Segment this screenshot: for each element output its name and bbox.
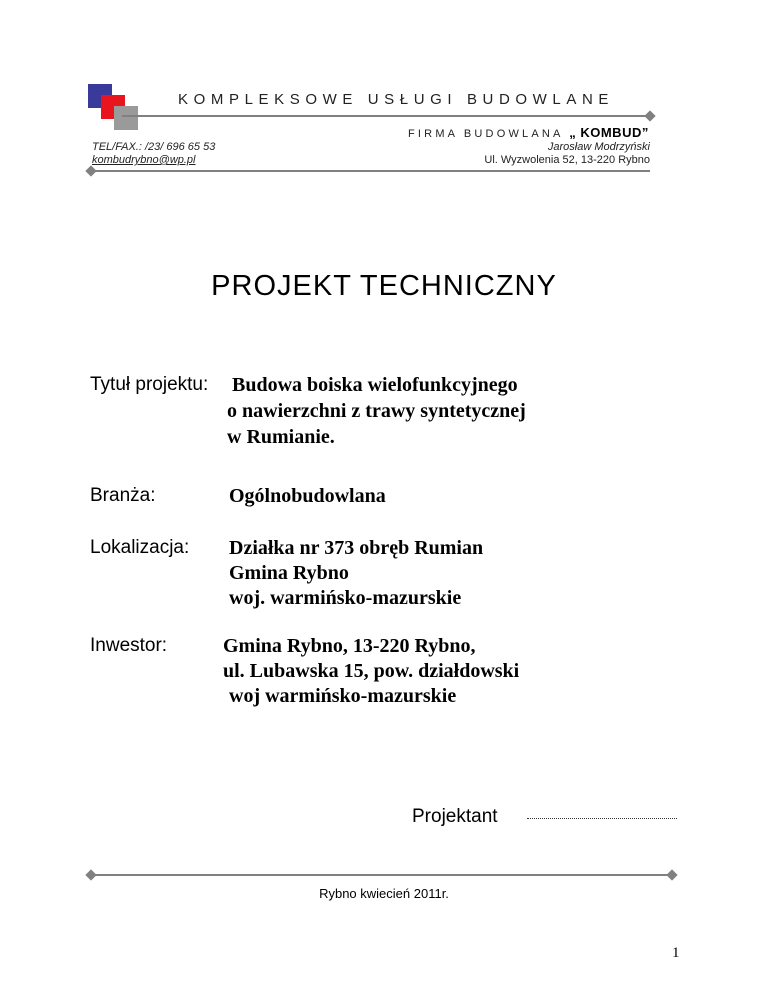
investor-line-2: ul. Lubawska 15, pow. działdowski (223, 660, 520, 682)
header-top-rule (122, 115, 650, 117)
document-title: PROJEKT TECHNICZNY (211, 270, 557, 302)
investor-line-3: woj warmińsko-mazurskie (229, 685, 457, 707)
firm-address: Ul. Wyzwolenia 52, 13-220 Rybno (484, 154, 650, 166)
header-bottom-rule (92, 170, 650, 172)
branch-value: Ogólnobudowlana (229, 485, 386, 507)
designer-signature-line (527, 818, 677, 819)
header-top-rule-end (644, 110, 655, 121)
project-title-line-3: w Rumianie. (227, 426, 335, 448)
investor-label: Inwestor: (90, 635, 168, 656)
designer-label: Projektant (412, 806, 498, 827)
phone-fax: TEL/FAX.: /23/ 696 65 53 (92, 141, 216, 153)
location-line-3: woj. warmińsko-mazurskie (229, 587, 462, 609)
investor-line-1: Gmina Rybno, 13-220 Rybno, (223, 635, 476, 657)
project-title-label: Tytuł projektu: (90, 374, 209, 395)
location-line-1: Działka nr 373 obręb Rumian (229, 537, 484, 559)
footer-rule-end (666, 869, 677, 880)
footer-rule (92, 874, 672, 876)
location-line-2: Gmina Rybno (229, 562, 349, 584)
firm-brand: „ KOMBUD” (569, 125, 649, 140)
company-tagline: KOMPLEKSOWE USŁUGI BUDOWLANE (178, 91, 615, 108)
owner-name: Jarosław Modrzyński (547, 141, 650, 153)
email-link[interactable]: kombudrybno@wp.pl (92, 154, 196, 166)
project-title-line-1: Budowa boiska wielofunkcyjnego (232, 374, 518, 396)
page-number: 1 (672, 945, 680, 961)
firm-name (408, 125, 649, 140)
branch-label: Branża: (90, 485, 156, 506)
place-date: Rybno kwiecień 2011r. (319, 886, 449, 901)
logo-square-gray (114, 106, 138, 130)
project-title-line-2: o nawierzchni z trawy syntetycznej (227, 400, 526, 422)
firm-prefix: FIRMA BUDOWLANA (408, 128, 563, 140)
location-label: Lokalizacja: (90, 537, 190, 558)
